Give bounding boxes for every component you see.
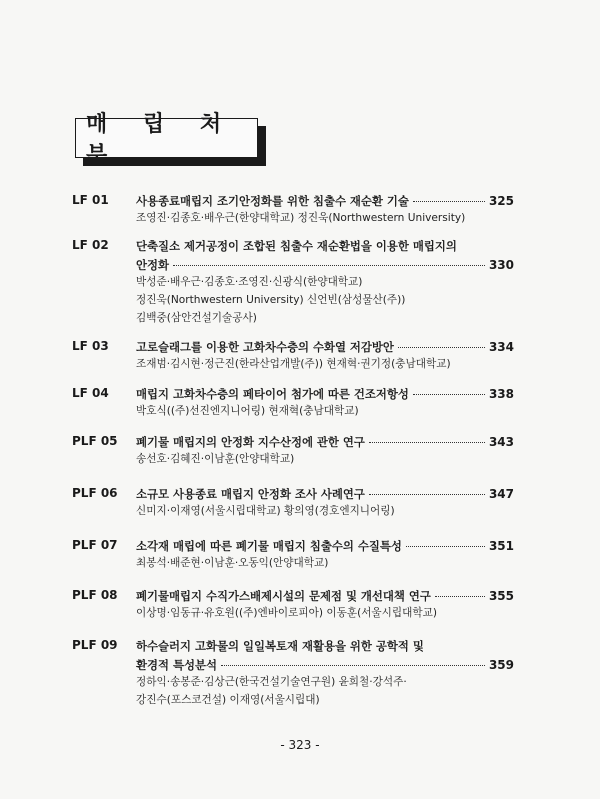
entry-title-line	[136, 434, 514, 450]
entry-code: PLF 06	[72, 486, 118, 500]
dot-leader	[221, 665, 485, 666]
dot-leader	[173, 265, 485, 266]
entry-code: PLF 09	[72, 638, 118, 652]
entry-authors: 조재범·김시현·정근진(한라산업개발(주)) 현재혁·권기정(충남대학교)	[136, 358, 451, 370]
entry-code: LF 03	[72, 339, 109, 353]
entry-title: 매립지 고화차수층의 페타이어 첨가에 따른 건조저항성	[136, 387, 409, 401]
entry-code: PLF 07	[72, 538, 118, 552]
entry-code: LF 01	[72, 193, 109, 207]
entry-page-number: 338	[488, 387, 514, 401]
entry-code: LF 04	[72, 386, 109, 400]
section-header	[75, 112, 258, 168]
page-number-footer: - 323 -	[280, 738, 320, 752]
entry-title: 단축질소 제거공정이 조합된 침출수 재순환법을 이용한 매립지의	[136, 239, 457, 253]
dot-leader	[369, 494, 485, 495]
entry-title-continued: 환경적 특성분석	[136, 658, 217, 672]
entry-title-line	[136, 257, 514, 273]
entry-title-line	[136, 638, 514, 654]
entry-authors: 강진수(포스코건설) 이재영(서울시립대)	[136, 694, 320, 706]
entry-authors: 송선호·김혜진·이남훈(안양대학교)	[136, 453, 295, 465]
entry-authors: 최봉석·배준현·이남훈·오동익(안양대학교)	[136, 557, 329, 569]
entry-title: 하수슬러지 고화물의 일일복토재 재활용을 위한 공학적 및	[136, 639, 424, 653]
entry-authors: 이상명·임동규·유호원((주)엔바이로피아) 이동훈(서울시립대학교)	[136, 607, 437, 619]
entry-page-number: 325	[488, 194, 514, 208]
entry-page-number: 351	[488, 539, 514, 553]
entry-title: 고로슬래그를 이용한 고화차수층의 수화열 저감방안	[136, 340, 394, 354]
entry-title-line	[136, 538, 514, 554]
entry-page-number: 359	[488, 658, 514, 672]
entry-authors: 조영진·김종호·배우근(한양대학교) 정진욱(Northwestern University)	[136, 212, 466, 224]
entry-authors: 신미지·이재영(서울시립대학교) 황의영(경호엔지니어링)	[136, 505, 395, 517]
dot-leader	[413, 201, 485, 202]
dot-leader	[369, 442, 485, 443]
entry-page-number: 343	[488, 435, 514, 449]
entry-authors: 박호식((주)선진엔지니어링) 현재혁(충남대학교)	[136, 405, 359, 417]
entry-page-number: 334	[488, 340, 514, 354]
entry-title-line	[136, 386, 514, 402]
entry-title: 사용종료매립지 조기안정화를 위한 침출수 재순환 기술	[136, 194, 409, 208]
entry-title-continued: 안정화	[136, 258, 170, 272]
entry-title: 소각재 매립에 따른 폐기물 매립지 침출수의 수질특성	[136, 539, 402, 553]
entry-title-line	[136, 657, 514, 673]
dot-leader	[435, 596, 485, 597]
entry-page-number: 347	[488, 487, 514, 501]
section-title: 매 립 처 분	[75, 118, 258, 158]
dot-leader	[406, 546, 485, 547]
entry-authors: 정진욱(Northwestern University) 신언빈(삼성물산(주))	[136, 294, 406, 306]
entry-authors: 정하익·송봉준·김상근(한국건설기술연구원) 윤희철·강석주·	[136, 676, 407, 688]
entry-authors: 박성준·배우근·김종호·조영진·신광식(한양대학교)	[136, 276, 363, 288]
entry-title-line	[136, 486, 514, 502]
entry-page-number: 355	[488, 589, 514, 603]
dot-leader	[398, 347, 485, 348]
entry-title-line	[136, 339, 514, 355]
entry-title: 폐기물매립지 수직가스배제시설의 문제점 및 개선대책 연구	[136, 589, 431, 603]
entry-title: 폐기물 매립지의 안정화 지수산정에 관한 연구	[136, 435, 365, 449]
entry-code: LF 02	[72, 238, 109, 252]
entry-code: PLF 08	[72, 588, 118, 602]
entry-title-line	[136, 193, 514, 209]
dot-leader	[413, 394, 485, 395]
entry-code: PLF 05	[72, 434, 118, 448]
entry-title: 소규모 사용종료 매립지 안정화 조사 사례연구	[136, 487, 365, 501]
entry-authors: 김백중(삼안건설기술공사)	[136, 312, 257, 324]
entry-page-number: 330	[488, 258, 514, 272]
entry-title-line	[136, 238, 514, 254]
entry-title-line	[136, 588, 514, 604]
